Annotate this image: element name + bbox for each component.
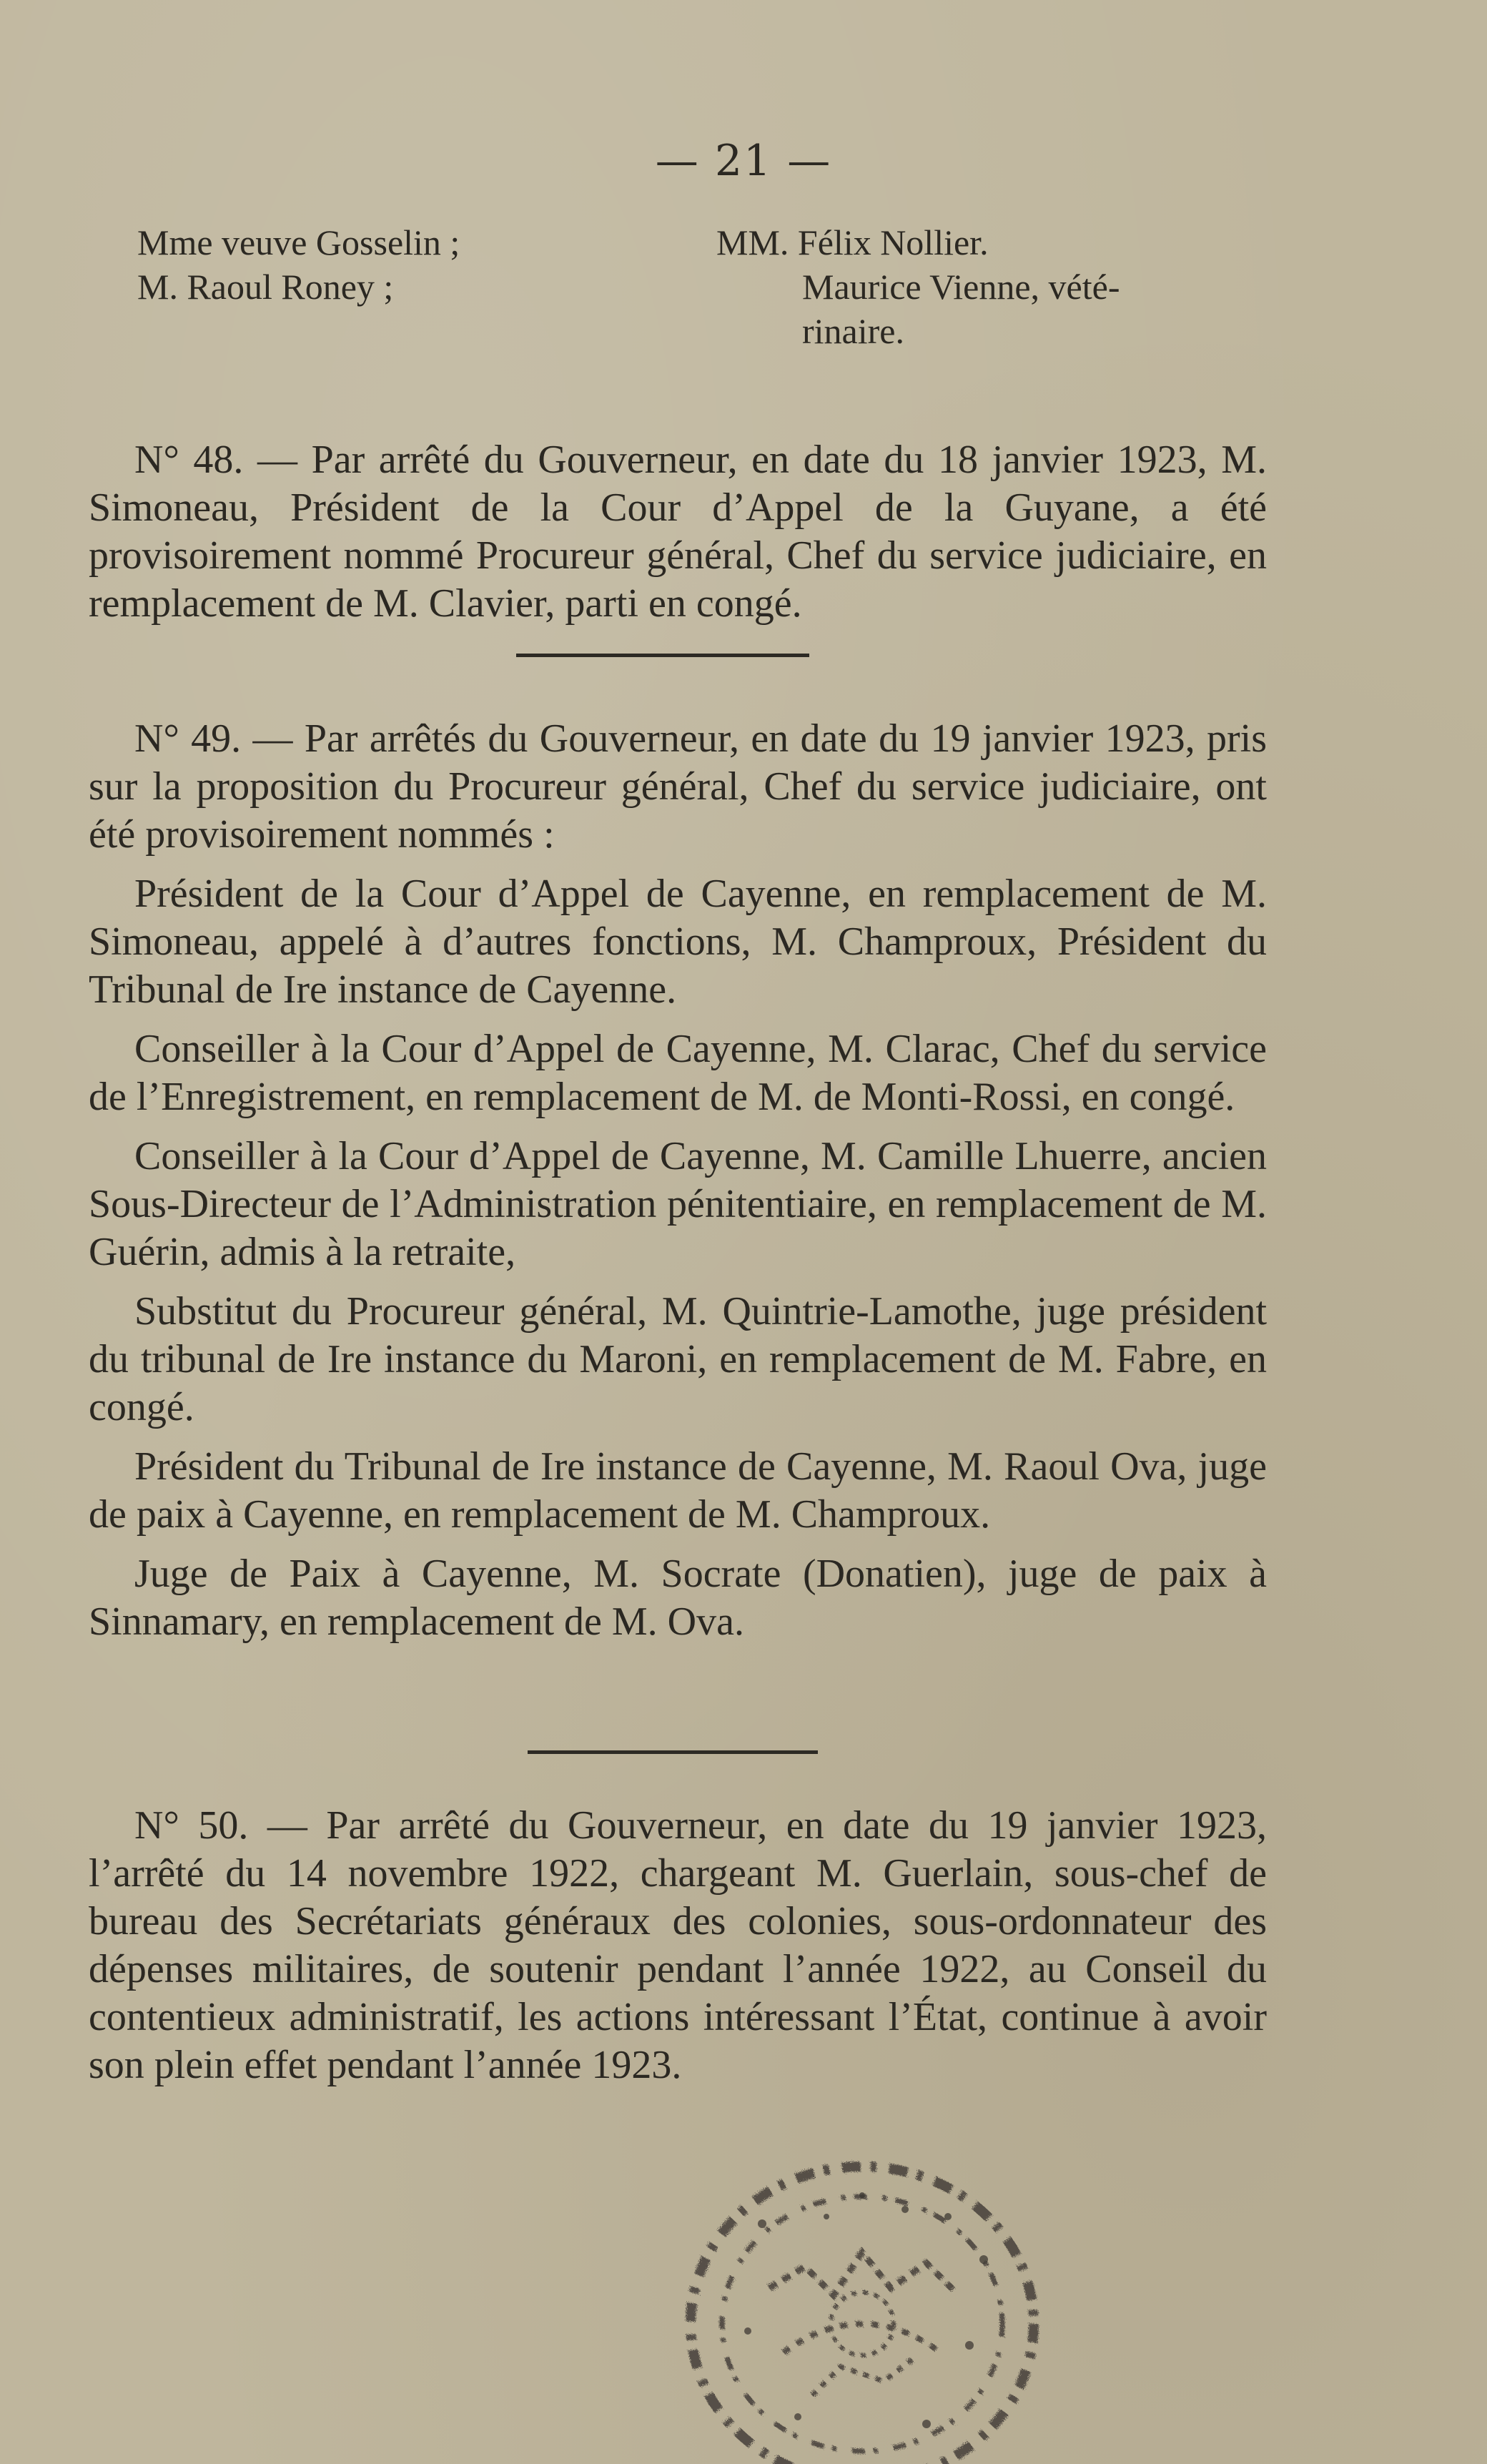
divider xyxy=(528,1750,818,1754)
section-49-item: Conseiller à la Cour d’Appel de Cayenne, M. Camille Lhuerre, ancien Sous-Directeur de l’Administration pénitentiaire, en remplacement de M. Guérin, admis à la retraite, xyxy=(89,1134,1267,1274)
section-48 xyxy=(89,436,1267,628)
page-number: — 21 — xyxy=(655,136,832,186)
section-49-item: Conseiller à la Cour d’Appel de Cayenne, M. Clarac, Chef du service de l’Enregistrement, en remplacement de M. de Monti-Rossi, en congé. xyxy=(89,1027,1267,1119)
list-item: Mme veuve Gosselin ; xyxy=(137,222,460,262)
list-item: MM. Félix Nollier. xyxy=(716,222,989,262)
section-49-item: Président de la Cour d’Appel de Cayenne, en remplacement de M. Simoneau, appelé à d’autres fonctions, M. Champroux, Président du Tribunal de Ire instance de Cayenne. xyxy=(89,872,1267,1012)
name-list-right xyxy=(716,220,1288,353)
section-48-text: N° 48. — Par arrêté du Gouverneur, en date du 18 janvier 1923, M. Simoneau, Président de la Cour d’Appel de la Guyane, a été provisoirement nommé Procureur général, Chef du service judiciaire, en remplacement de M. Clavier, parti en congé. xyxy=(89,438,1267,626)
section-50 xyxy=(89,1802,1267,2089)
section-49-item: Substitut du Procureur général, M. Quintrie-Lamothe, juge président du tribunal de Ire instance du Maroni, en remplacement de M. Fabre, en congé. xyxy=(89,1289,1267,1429)
list-item: M. Raoul Roney ; xyxy=(137,267,394,307)
divider xyxy=(516,654,809,657)
official-seal-stamp xyxy=(648,2109,1091,2464)
section-49-item: Président du Tribunal de Ire instance de Cayenne, M. Raoul Ova, juge de paix à Cayenne, en remplacement de M. Champroux. xyxy=(89,1444,1267,1537)
name-list-left xyxy=(137,220,781,309)
section-49-item: Juge de Paix à Cayenne, M. Socrate (Donatien), juge de paix à Sinnamary, en remplacement de M. Ova. xyxy=(89,1552,1267,1644)
section-49 xyxy=(89,715,1267,1657)
section-50-text: N° 50. — Par arrêté du Gouverneur, en date du 19 janvier 1923, l’arrêté du 14 novembre 1922, chargeant M. Guerlain, sous-chef de bureau des Secrétariats généraux des colonies, sous-ordonnateur des dépenses militaires, de soutenir pendant l’année 1922, au Conseil du contentieux administratif, les actions intéressant l’État, continue à avoir son plein effet pendant l’année 1923. xyxy=(89,1803,1267,2087)
list-item: Maurice Vienne, vété- xyxy=(802,267,1120,307)
list-item: rinaire. xyxy=(802,311,904,351)
section-49-intro: N° 49. — Par arrêtés du Gouverneur, en date du 19 janvier 1923, pris sur la proposition du Procureur général, Chef du service judiciaire, ont été provisoirement nommés : xyxy=(89,716,1267,857)
